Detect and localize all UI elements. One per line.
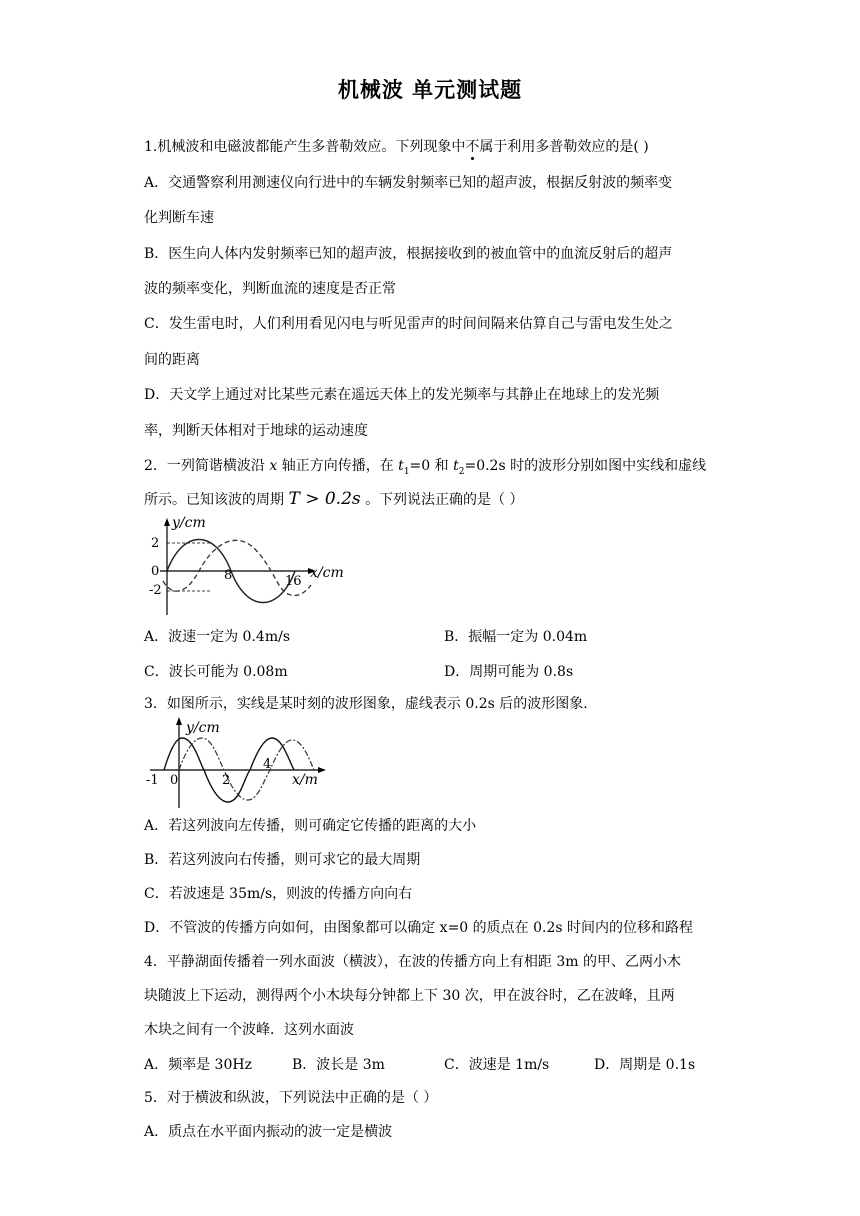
q5-stem: 5．对于横波和纵波，下列说法中正确的是（ ） [144,1090,438,1106]
q2-period-condition: T > 0.2s [288,489,361,509]
q2-text: =0.2s 时的波形分别如图中实线和虚线 [464,458,707,474]
q2-tick-8: 8 [224,568,233,583]
q2-var-x: x [269,458,278,474]
q3-tick-0: 0 [170,773,179,788]
q2-option-d: D．周期可能为 0.8s [444,664,574,680]
q2-y-label: y/cm [172,515,206,531]
q3-tick-neg1: -1 [146,773,159,788]
q2-text: 2．一列简谐横波沿 [144,458,270,474]
q4-option-a: A．频率是 30Hz [144,1057,252,1073]
q2-tick-16: 16 [285,574,302,589]
q3-y-label: y/cm [186,720,220,736]
q2-var-t2: t [453,458,459,474]
q3-x-label: x/m [292,772,318,788]
q2-tick-0: 0 [151,564,160,579]
q3-tick-4: 4 [263,757,272,772]
q2-wave-figure [140,515,350,620]
q4-stem-line3: 木块之间有一个波峰．这列水面波 [144,1022,354,1038]
q3-x-arrow-icon [318,767,326,773]
q2-text: 轴正方向传播，在 [277,458,399,474]
q3-stem: 3．如图所示，实线是某时刻的波形图象，虚线表示 0.2s 后的波形图象. [144,696,588,712]
q1-option-b-cont: 波的频率变化，判断血流的速度是否正常 [144,281,396,297]
q2-text: 。下列说法正确的是（ ） [365,492,524,508]
q3-option-b: B．若这列波向右传播，则可求它的最大周期 [144,852,421,868]
q2-y-arrow-icon [164,518,170,526]
q3-option-a: A．若这列波向左传播，则可确定它传播的距离的大小 [144,818,477,834]
q1-stem-part: 属于利用多普勒效应的是( ) [479,139,649,155]
q2-text: 所示。已知该波的周期 [144,492,284,508]
q3-option-d: D．不管波的传播方向如何，由图象都可以确定 x=0 的质点在 0.2s 时间内的位移和路程 [144,920,694,936]
q1-emphasis-not: 不 [465,139,480,155]
page-title: 机械波 单元测试题 [337,78,523,102]
q4-option-d: D．周期是 0.1s [594,1057,696,1073]
q1-option-d-cont: 率，判断天体相对于地球的运动速度 [144,423,368,439]
q4-option-c: C．波速是 1m/s [444,1057,550,1073]
q1-option-c: C．发生雷电时，人们利用看见闪电与听见雷声的时间间隔来估算自己与雷电发生处之 [144,316,673,332]
q1-option-c-cont: 间的距离 [144,352,200,368]
q1-stem-part: 1.机械波和电磁波都能产生多普勒效应。下列现象中 [144,139,466,155]
q3-y-arrow-icon [176,717,182,725]
q1-option-b: B．医生向人体内发射频率已知的超声波，根据接收到的被血管中的血流反射后的超声 [144,246,673,262]
q4-stem-line2: 块随波上下运动，测得两个小木块每分钟都上下 30 次，甲在波谷时，乙在波峰，且两 [144,988,675,1004]
q2-option-a: A．波速一定为 0.4m/s [144,629,291,645]
q2-sub-2: 2 [458,466,465,477]
q2-option-c: C．波长可能为 0.08m [144,664,288,680]
q3-option-c: C．若波速是 35m/s，则波的传播方向向右 [144,886,413,902]
q2-text: =0 和 [409,458,454,474]
q1-option-a-cont: 化判断车速 [144,210,214,226]
q4-option-b: B．波长是 3m [292,1057,385,1073]
q3-tick-2: 2 [222,773,231,788]
q2-option-b: B．振幅一定为 0.04m [444,629,588,645]
q4-stem-line1: 4．平静湖面传播着一列水面波（横波），在波的传播方向上有相距 3m 的甲、乙两小木 [144,954,681,970]
q1-option-d: D．天文学上通过对比某些元素在遥远天体上的发光频率与其静止在地球上的发光频 [144,387,660,403]
q1-option-a: A．交通警察利用测速仪向行进中的车辆发射频率已知的超声波，根据反射波的频率变 [144,175,673,191]
q1-stem [144,137,649,157]
q2-sub-1: 1 [403,466,410,477]
q5-option-a: A．质点在水平面内振动的波一定是横波 [144,1124,393,1140]
q2-stem-line1 [144,456,706,482]
q2-stem-line2 [144,489,524,510]
q2-var-t1: t [398,458,404,474]
q2-tick-neg2: -2 [149,583,162,598]
q3-wave-figure [142,714,342,810]
q2-x-label: x/cm [310,565,344,581]
q2-tick-2: 2 [151,536,160,551]
